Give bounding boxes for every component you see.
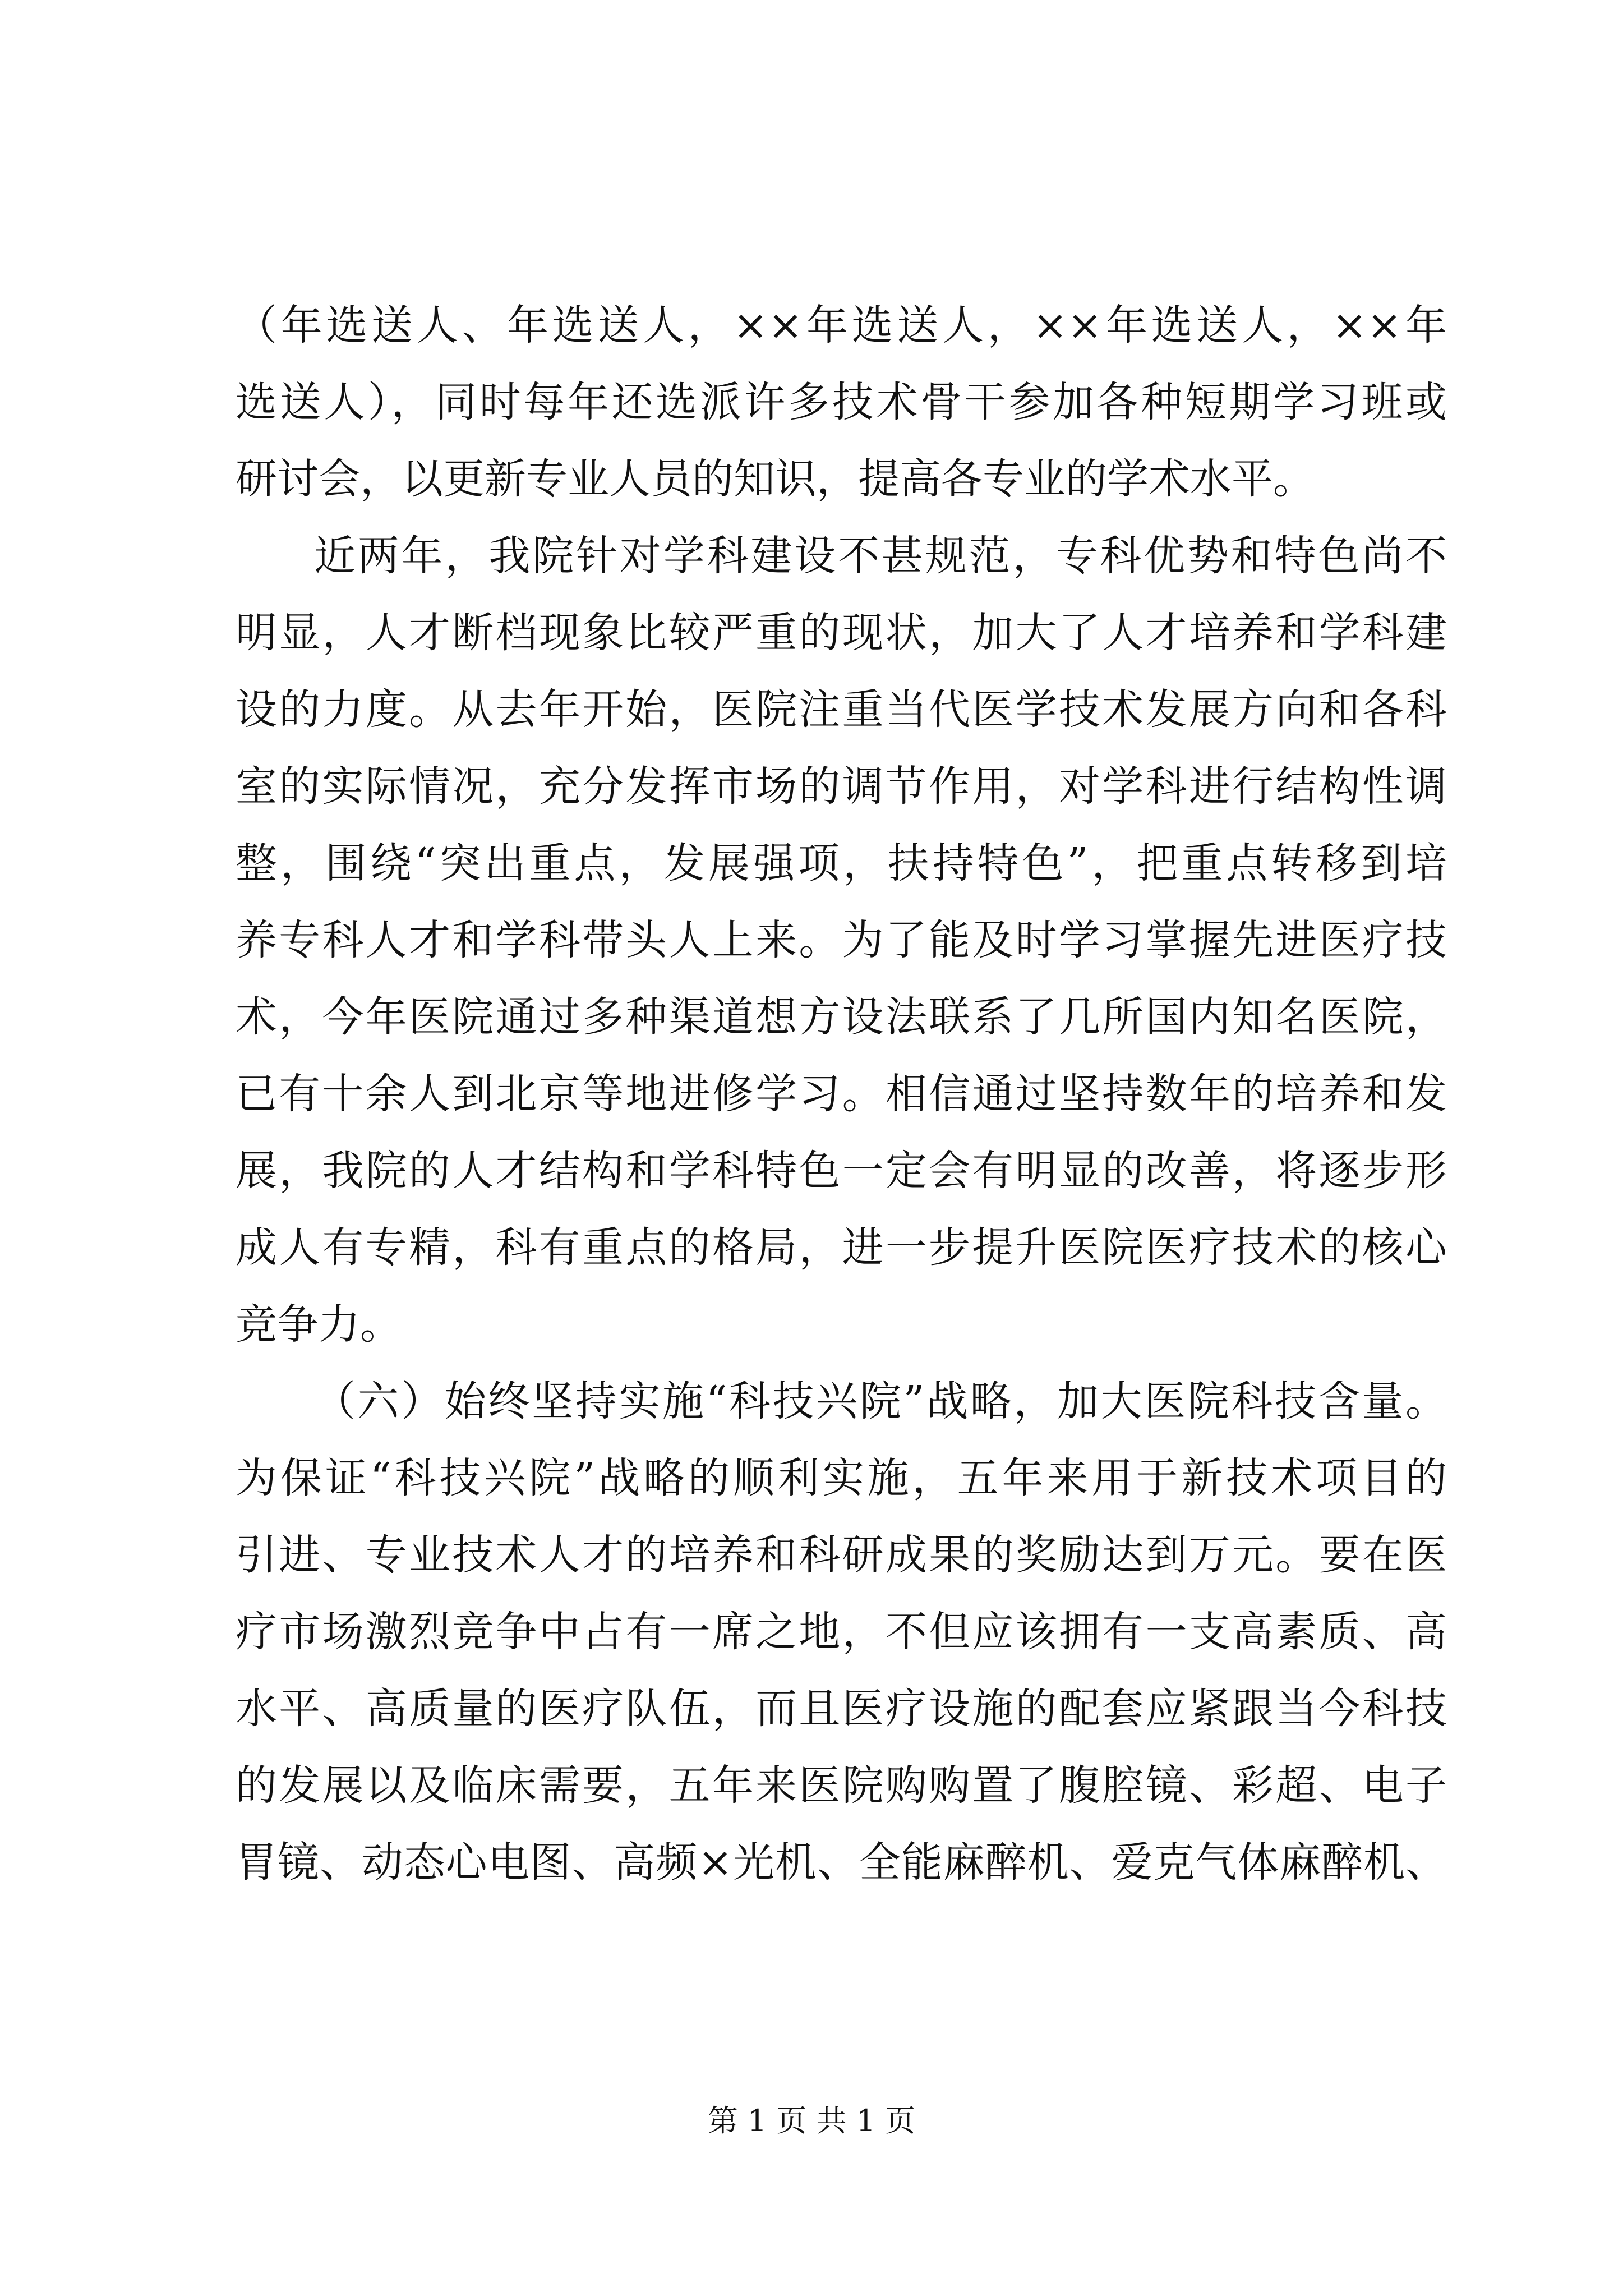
text-line-7: 室的实际情况，充分发挥市场的调节作用，对学科进行结构性调 bbox=[236, 762, 1447, 811]
text-line-2: 选送人），同时每年还选派许多技术骨干参加各种短期学习班或 bbox=[236, 378, 1447, 426]
text-line-6: 设的力度。从去年开始，医院注重当代医学技术发展方向和各科 bbox=[236, 685, 1447, 734]
page-footer: 第 1 页 共 1 页 bbox=[707, 2103, 916, 2138]
text-line-13: 成人有专精，科有重点的格局，进一步提升医院医疗技术的核心 bbox=[236, 1223, 1447, 1272]
text-line-11: 已有十余人到北京等地进修学习。相信通过坚持数年的培养和发 bbox=[236, 1070, 1447, 1118]
text-line-15: （六）始终坚持实施“科技兴院”战略，加大医院科技含量。 bbox=[314, 1377, 1447, 1425]
text-line-20: 的发展以及临床需要，五年来医院购购置了腹腔镜、彩超、电子 bbox=[236, 1761, 1447, 1810]
text-line-4: 近两年，我院针对学科建设不甚规范，专科优势和特色尚不 bbox=[314, 532, 1447, 580]
text-line-9: 养专科人才和学科带头人上来。为了能及时学习掌握先进医疗技 bbox=[236, 916, 1447, 964]
text-line-10: 术，今年医院通过多种渠道想方设法联系了几所国内知名医院， bbox=[236, 993, 1447, 1041]
text-line-17: 引进、专业技术人才的培养和科研成果的奖励达到万元。要在医 bbox=[236, 1531, 1447, 1579]
text-line-21: 胃镜、动态心电图、高频×光机、全能麻醉机、爱克气体麻醉机、 bbox=[236, 1838, 1447, 1887]
text-line-3: 研讨会，以更新专业人员的知识，提高各专业的学术水平。 bbox=[236, 455, 1315, 503]
text-line-19: 水平、高质量的医疗队伍，而且医疗设施的配套应紧跟当今科技 bbox=[236, 1685, 1447, 1733]
text-line-16: 为保证“科技兴院”战略的顺利实施，五年来用于新技术项目的 bbox=[236, 1454, 1447, 1502]
text-line-18: 疗市场激烈竞争中占有一席之地，不但应该拥有一支高素质、高 bbox=[236, 1608, 1447, 1656]
text-line-8: 整，围绕“突出重点，发展强项，扶持特色”，把重点转移到培 bbox=[236, 839, 1447, 887]
text-line-5: 明显，人才断档现象比较严重的现状，加大了人才培养和学科建 bbox=[236, 609, 1447, 657]
text-line-14: 竞争力。 bbox=[236, 1300, 402, 1349]
text-line-12: 展，我院的人才结构和学科特色一定会有明显的改善，将逐步形 bbox=[236, 1147, 1447, 1195]
text-line-1: （年选送人、年选送人，××年选送人，××年选送人，××年 bbox=[236, 301, 1447, 349]
